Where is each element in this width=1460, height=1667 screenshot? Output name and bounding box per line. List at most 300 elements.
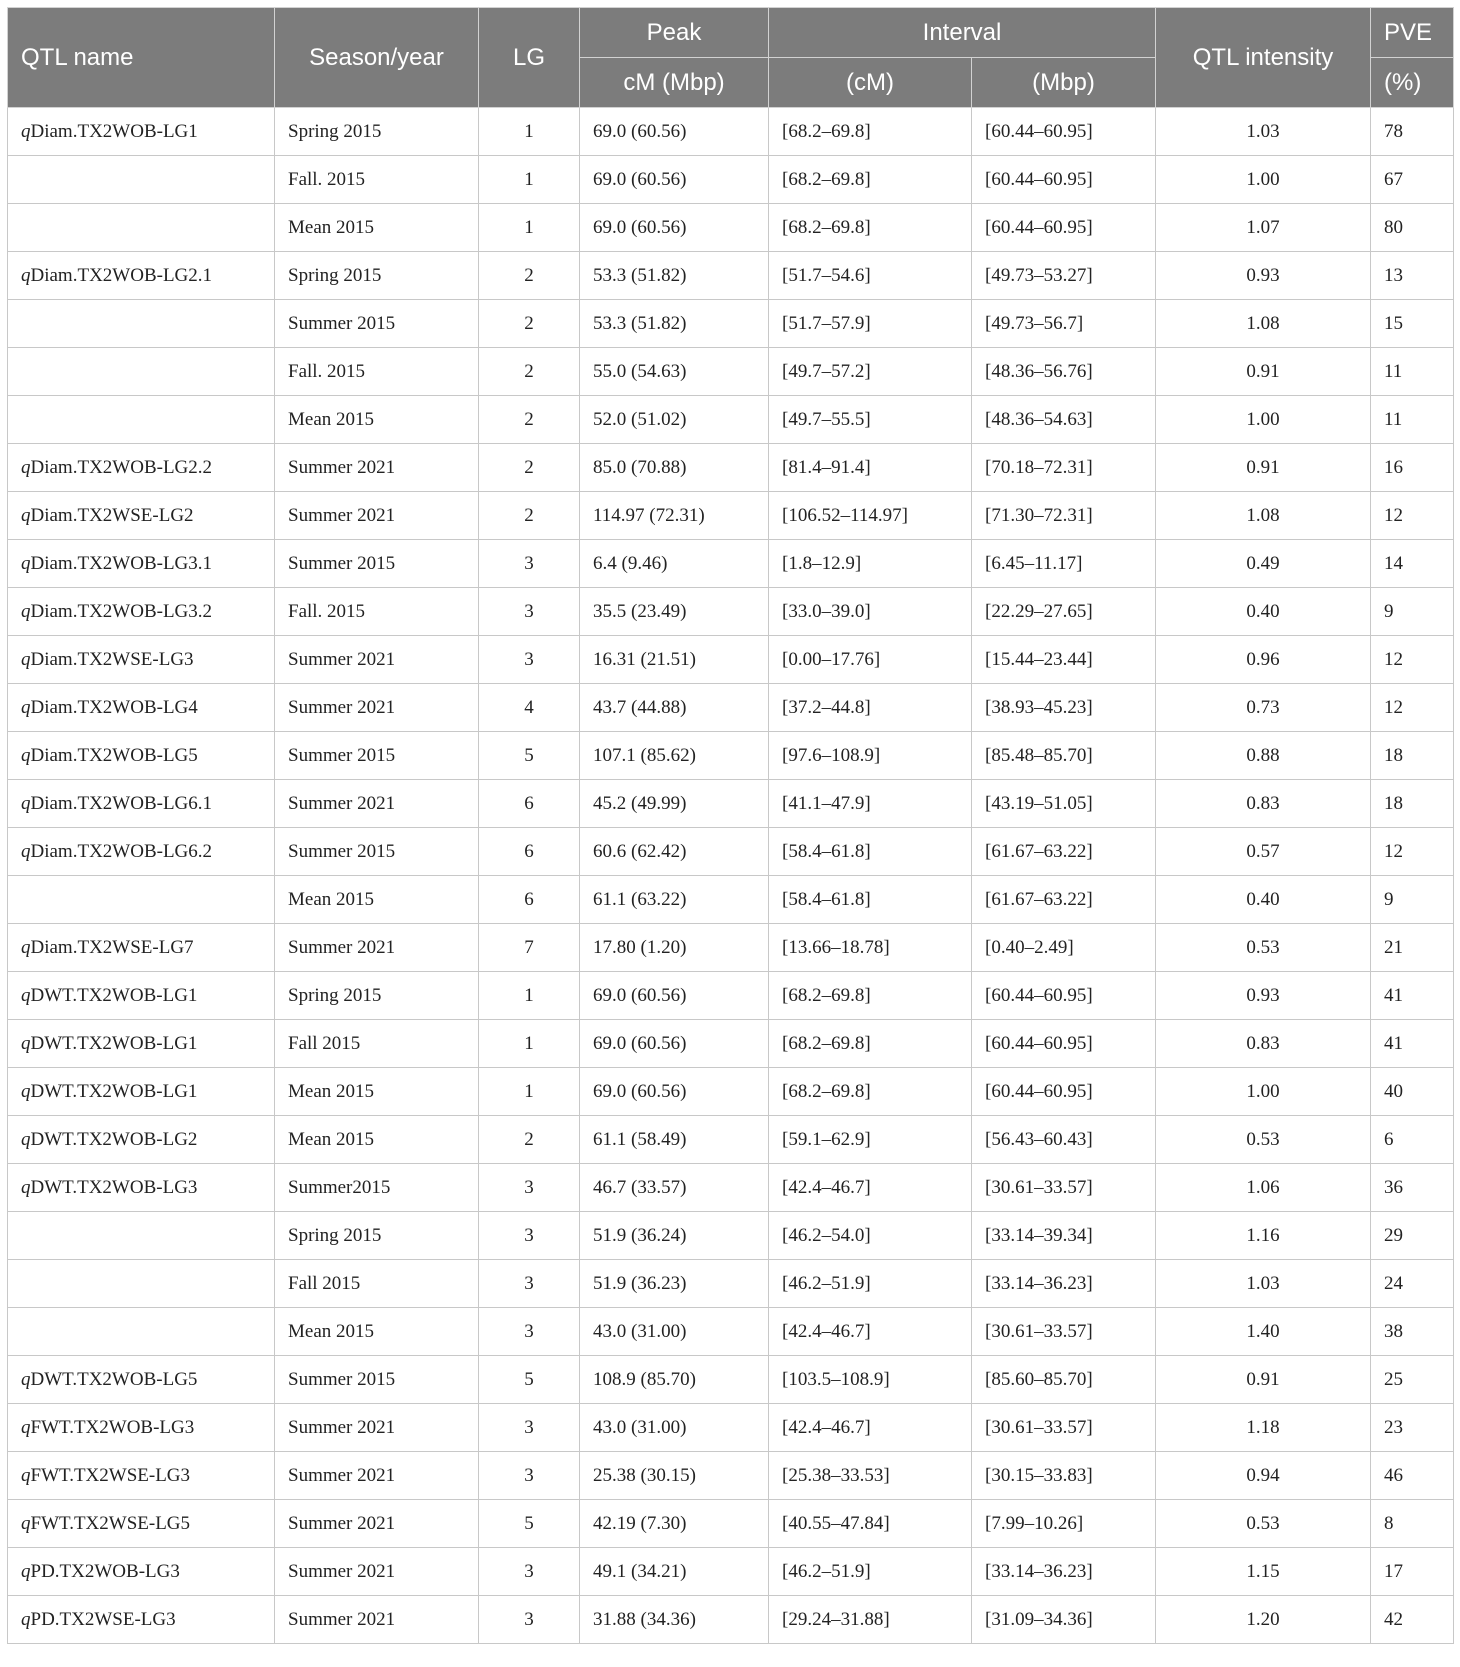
table-row: [8, 684, 1454, 732]
qtl-name-text: Diam.TX2WSE-LG2: [30, 504, 194, 526]
cell-interval-cm: [46.2–51.9]: [769, 1260, 972, 1308]
table-row: [8, 1596, 1454, 1644]
cell-interval-cm: [46.2–51.9]: [769, 1548, 972, 1596]
cell-season-year: Summer 2015: [275, 1356, 479, 1404]
cell-interval-cm: [68.2–69.8]: [769, 156, 972, 204]
qtl-name-text: DWT.TX2WOB-LG3: [30, 1176, 198, 1198]
cell-season-year: Spring 2015: [275, 252, 479, 300]
qtl-name-text: DWT.TX2WOB-LG2: [30, 1128, 198, 1150]
table-row: [8, 156, 1454, 204]
table-body: [8, 108, 1454, 1644]
cell-season-year: Fall. 2015: [275, 588, 479, 636]
cell-lg: 2: [479, 396, 580, 444]
cell-qtl-intensity: 0.53: [1156, 1500, 1371, 1548]
cell-qtl-name: [8, 1164, 275, 1212]
qtl-name-text: Diam.TX2WOB-LG6.2: [30, 840, 213, 862]
cell-qtl-intensity: 0.91: [1156, 1356, 1371, 1404]
cell-peak: 46.7 (33.57): [580, 1164, 769, 1212]
cell-peak: 51.9 (36.23): [580, 1260, 769, 1308]
cell-interval-cm: [0.00–17.76]: [769, 636, 972, 684]
cell-qtl-name: [8, 1500, 275, 1548]
cell-interval-cm: [68.2–69.8]: [769, 108, 972, 156]
cell-peak: 31.88 (34.36): [580, 1596, 769, 1644]
qtl-name-text: DWT.TX2WOB-LG1: [30, 1080, 198, 1102]
cell-qtl-name: [8, 1020, 275, 1068]
qtl-prefix: q: [21, 1080, 31, 1102]
cell-season-year: Summer 2015: [275, 300, 479, 348]
cell-peak: 6.4 (9.46): [580, 540, 769, 588]
cell-pve: 40: [1371, 1068, 1454, 1116]
cell-qtl-name: [8, 1308, 275, 1356]
cell-season-year: Spring 2015: [275, 1212, 479, 1260]
cell-qtl-intensity: 1.15: [1156, 1548, 1371, 1596]
header-interval-mbp: (Mbp): [972, 58, 1156, 108]
cell-qtl-name: [8, 1068, 275, 1116]
cell-interval-cm: [51.7–57.9]: [769, 300, 972, 348]
cell-lg: 3: [479, 1308, 580, 1356]
table-row: [8, 204, 1454, 252]
qtl-name-text: PD.TX2WOB-LG3: [30, 1560, 180, 1582]
qtl-name-text: Diam.TX2WOB-LG1: [30, 120, 198, 142]
cell-season-year: Summer 2021: [275, 1596, 479, 1644]
cell-pve: 11: [1371, 348, 1454, 396]
qtl-prefix: q: [21, 1560, 31, 1582]
cell-qtl-name: [8, 828, 275, 876]
header-peak: Peak: [580, 8, 769, 58]
table-row: [8, 108, 1454, 156]
cell-peak: 16.31 (21.51): [580, 636, 769, 684]
cell-pve: 41: [1371, 1020, 1454, 1068]
qtl-prefix: q: [21, 696, 31, 718]
cell-season-year: Summer 2021: [275, 444, 479, 492]
cell-pve: 18: [1371, 732, 1454, 780]
cell-interval-cm: [58.4–61.8]: [769, 828, 972, 876]
qtl-prefix: q: [21, 936, 31, 958]
cell-peak: 42.19 (7.30): [580, 1500, 769, 1548]
cell-lg: 1: [479, 1068, 580, 1116]
cell-interval-cm: [42.4–46.7]: [769, 1404, 972, 1452]
cell-lg: 1: [479, 972, 580, 1020]
cell-peak: 17.80 (1.20): [580, 924, 769, 972]
cell-qtl-name: [8, 156, 275, 204]
cell-lg: 2: [479, 444, 580, 492]
cell-interval-cm: [1.8–12.9]: [769, 540, 972, 588]
cell-season-year: Fall 2015: [275, 1260, 479, 1308]
cell-interval-mbp: [33.14–36.23]: [972, 1548, 1156, 1596]
cell-interval-cm: [41.1–47.9]: [769, 780, 972, 828]
qtl-prefix: q: [21, 984, 31, 1006]
table-row: [8, 876, 1454, 924]
cell-season-year: Summer 2015: [275, 732, 479, 780]
cell-peak: 49.1 (34.21): [580, 1548, 769, 1596]
cell-season-year: Summer 2021: [275, 1404, 479, 1452]
cell-peak: 69.0 (60.56): [580, 1020, 769, 1068]
cell-interval-cm: [58.4–61.8]: [769, 876, 972, 924]
cell-interval-mbp: [60.44–60.95]: [972, 204, 1156, 252]
cell-interval-mbp: [31.09–34.36]: [972, 1596, 1156, 1644]
cell-pve: 12: [1371, 828, 1454, 876]
cell-pve: 15: [1371, 300, 1454, 348]
cell-pve: 36: [1371, 1164, 1454, 1212]
cell-qtl-intensity: 1.08: [1156, 492, 1371, 540]
cell-lg: 3: [479, 540, 580, 588]
cell-season-year: Mean 2015: [275, 1068, 479, 1116]
cell-pve: 18: [1371, 780, 1454, 828]
cell-qtl-name: [8, 1596, 275, 1644]
table-row: [8, 444, 1454, 492]
qtl-prefix: q: [21, 1128, 31, 1150]
cell-pve: 46: [1371, 1452, 1454, 1500]
cell-interval-mbp: [48.36–54.63]: [972, 396, 1156, 444]
cell-qtl-intensity: 1.18: [1156, 1404, 1371, 1452]
table-row: [8, 924, 1454, 972]
cell-interval-cm: [81.4–91.4]: [769, 444, 972, 492]
qtl-name-text: DWT.TX2WOB-LG1: [30, 984, 198, 1006]
cell-qtl-name: [8, 444, 275, 492]
cell-interval-mbp: [22.29–27.65]: [972, 588, 1156, 636]
cell-peak: 43.0 (31.00): [580, 1308, 769, 1356]
cell-interval-cm: [68.2–69.8]: [769, 1068, 972, 1116]
cell-interval-mbp: [30.61–33.57]: [972, 1404, 1156, 1452]
header-pve-unit: (%): [1371, 58, 1454, 108]
cell-qtl-name: [8, 1260, 275, 1308]
cell-lg: 6: [479, 780, 580, 828]
qtl-prefix: q: [21, 600, 31, 622]
cell-interval-cm: [25.38–33.53]: [769, 1452, 972, 1500]
cell-interval-mbp: [0.40–2.49]: [972, 924, 1156, 972]
cell-interval-mbp: [60.44–60.95]: [972, 156, 1156, 204]
cell-interval-cm: [33.0–39.0]: [769, 588, 972, 636]
cell-qtl-intensity: 0.73: [1156, 684, 1371, 732]
qtl-name-text: Diam.TX2WOB-LG6.1: [30, 792, 213, 814]
cell-interval-mbp: [7.99–10.26]: [972, 1500, 1156, 1548]
cell-interval-mbp: [60.44–60.95]: [972, 1020, 1156, 1068]
cell-season-year: Mean 2015: [275, 1308, 479, 1356]
qtl-prefix: q: [21, 456, 31, 478]
cell-pve: 25: [1371, 1356, 1454, 1404]
cell-qtl-name: [8, 780, 275, 828]
qtl-name-text: DWT.TX2WOB-LG1: [30, 1032, 198, 1054]
qtl-prefix: q: [21, 264, 31, 286]
qtl-name-text: FWT.TX2WSE-LG5: [30, 1512, 191, 1534]
table-row: [8, 1260, 1454, 1308]
cell-pve: 13: [1371, 252, 1454, 300]
cell-interval-cm: [42.4–46.7]: [769, 1308, 972, 1356]
cell-qtl-intensity: 1.06: [1156, 1164, 1371, 1212]
cell-peak: 114.97 (72.31): [580, 492, 769, 540]
cell-interval-cm: [106.52–114.97]: [769, 492, 972, 540]
cell-peak: 45.2 (49.99): [580, 780, 769, 828]
cell-qtl-intensity: 0.94: [1156, 1452, 1371, 1500]
table-row: [8, 396, 1454, 444]
cell-interval-mbp: [30.15–33.83]: [972, 1452, 1156, 1500]
table-row: [8, 780, 1454, 828]
cell-interval-cm: [29.24–31.88]: [769, 1596, 972, 1644]
cell-season-year: Mean 2015: [275, 204, 479, 252]
cell-qtl-intensity: 1.16: [1156, 1212, 1371, 1260]
cell-interval-mbp: [33.14–36.23]: [972, 1260, 1156, 1308]
cell-peak: 55.0 (54.63): [580, 348, 769, 396]
cell-qtl-intensity: 1.00: [1156, 156, 1371, 204]
cell-peak: 108.9 (85.70): [580, 1356, 769, 1404]
table-row: [8, 300, 1454, 348]
qtl-name-text: Diam.TX2WSE-LG7: [30, 936, 194, 958]
table-row: [8, 492, 1454, 540]
cell-qtl-name: [8, 924, 275, 972]
cell-peak: 69.0 (60.56): [580, 1068, 769, 1116]
cell-interval-mbp: [48.36–56.76]: [972, 348, 1156, 396]
cell-lg: 3: [479, 1260, 580, 1308]
cell-interval-cm: [42.4–46.7]: [769, 1164, 972, 1212]
table-row: [8, 540, 1454, 588]
cell-lg: 3: [479, 1164, 580, 1212]
qtl-name-text: Diam.TX2WOB-LG3.2: [30, 600, 213, 622]
cell-interval-cm: [68.2–69.8]: [769, 204, 972, 252]
qtl-name-text: FWT.TX2WOB-LG3: [30, 1416, 195, 1438]
cell-qtl-intensity: 0.49: [1156, 540, 1371, 588]
cell-season-year: Summer 2021: [275, 684, 479, 732]
cell-season-year: Summer 2021: [275, 1548, 479, 1596]
cell-pve: 12: [1371, 684, 1454, 732]
cell-lg: 2: [479, 252, 580, 300]
cell-interval-cm: [49.7–55.5]: [769, 396, 972, 444]
cell-season-year: Mean 2015: [275, 396, 479, 444]
cell-interval-mbp: [56.43–60.43]: [972, 1116, 1156, 1164]
cell-qtl-intensity: 1.00: [1156, 396, 1371, 444]
cell-qtl-name: [8, 1452, 275, 1500]
cell-qtl-intensity: 0.57: [1156, 828, 1371, 876]
header-peak-sub: cM (Mbp): [580, 58, 769, 108]
cell-qtl-name: [8, 636, 275, 684]
table-row: [8, 1068, 1454, 1116]
cell-qtl-name: [8, 492, 275, 540]
cell-pve: 11: [1371, 396, 1454, 444]
cell-qtl-intensity: 0.83: [1156, 780, 1371, 828]
cell-season-year: Summer 2021: [275, 780, 479, 828]
cell-season-year: Summer 2021: [275, 924, 479, 972]
cell-lg: 6: [479, 828, 580, 876]
qtl-prefix: q: [21, 504, 31, 526]
cell-season-year: Fall. 2015: [275, 348, 479, 396]
cell-interval-cm: [68.2–69.8]: [769, 972, 972, 1020]
cell-pve: 24: [1371, 1260, 1454, 1308]
table-row: [8, 972, 1454, 1020]
cell-qtl-name: [8, 348, 275, 396]
cell-lg: 2: [479, 300, 580, 348]
cell-lg: 3: [479, 1212, 580, 1260]
cell-qtl-intensity: 0.88: [1156, 732, 1371, 780]
cell-qtl-intensity: 1.20: [1156, 1596, 1371, 1644]
cell-qtl-intensity: 1.00: [1156, 1068, 1371, 1116]
table-row: [8, 348, 1454, 396]
cell-pve: 23: [1371, 1404, 1454, 1452]
cell-qtl-intensity: 0.53: [1156, 1116, 1371, 1164]
qtl-prefix: q: [21, 792, 31, 814]
cell-interval-mbp: [33.14–39.34]: [972, 1212, 1156, 1260]
cell-pve: 9: [1371, 876, 1454, 924]
cell-interval-mbp: [85.48–85.70]: [972, 732, 1156, 780]
qtl-prefix: q: [21, 1512, 31, 1534]
cell-qtl-name: [8, 300, 275, 348]
table-row: [8, 1308, 1454, 1356]
cell-interval-mbp: [60.44–60.95]: [972, 972, 1156, 1020]
cell-pve: 16: [1371, 444, 1454, 492]
qtl-name-text: Diam.TX2WOB-LG2.2: [30, 456, 213, 478]
qtl-prefix: q: [21, 648, 31, 670]
cell-qtl-intensity: 0.40: [1156, 588, 1371, 636]
cell-qtl-name: [8, 252, 275, 300]
cell-lg: 1: [479, 156, 580, 204]
header-qtl-intensity: QTL intensity: [1156, 8, 1371, 108]
cell-lg: 7: [479, 924, 580, 972]
cell-lg: 3: [479, 588, 580, 636]
cell-season-year: Fall. 2015: [275, 156, 479, 204]
cell-qtl-name: [8, 108, 275, 156]
cell-lg: 4: [479, 684, 580, 732]
cell-pve: 41: [1371, 972, 1454, 1020]
cell-peak: 69.0 (60.56): [580, 156, 769, 204]
cell-lg: 1: [479, 204, 580, 252]
cell-qtl-name: [8, 972, 275, 1020]
table-row: [8, 732, 1454, 780]
cell-qtl-intensity: 0.40: [1156, 876, 1371, 924]
qtl-name-text: Diam.TX2WOB-LG2.1: [30, 264, 213, 286]
cell-interval-cm: [40.55–47.84]: [769, 1500, 972, 1548]
cell-lg: 1: [479, 1020, 580, 1068]
cell-interval-mbp: [60.44–60.95]: [972, 108, 1156, 156]
cell-qtl-name: [8, 540, 275, 588]
cell-interval-mbp: [30.61–33.57]: [972, 1308, 1156, 1356]
cell-peak: 69.0 (60.56): [580, 204, 769, 252]
table-row: [8, 1164, 1454, 1212]
qtl-name-text: Diam.TX2WOB-LG3.1: [30, 552, 213, 574]
cell-interval-mbp: [30.61–33.57]: [972, 1164, 1156, 1212]
cell-pve: 78: [1371, 108, 1454, 156]
cell-peak: 107.1 (85.62): [580, 732, 769, 780]
table-row: [8, 1500, 1454, 1548]
cell-qtl-intensity: 0.93: [1156, 252, 1371, 300]
table-row: [8, 828, 1454, 876]
qtl-prefix: q: [21, 1368, 31, 1390]
cell-peak: 43.0 (31.00): [580, 1404, 769, 1452]
header-season-year: Season/year: [275, 8, 479, 108]
header-pve: PVE: [1371, 8, 1454, 58]
qtl-name-text: DWT.TX2WOB-LG5: [30, 1368, 198, 1390]
cell-qtl-intensity: 0.53: [1156, 924, 1371, 972]
cell-interval-mbp: [61.67–63.22]: [972, 876, 1156, 924]
cell-qtl-intensity: 1.08: [1156, 300, 1371, 348]
cell-season-year: Mean 2015: [275, 1116, 479, 1164]
cell-lg: 5: [479, 732, 580, 780]
qtl-prefix: q: [21, 552, 31, 574]
cell-peak: 43.7 (44.88): [580, 684, 769, 732]
header-interval: Interval: [769, 8, 1156, 58]
cell-lg: 2: [479, 492, 580, 540]
cell-pve: 6: [1371, 1116, 1454, 1164]
cell-peak: 69.0 (60.56): [580, 108, 769, 156]
cell-season-year: Spring 2015: [275, 972, 479, 1020]
cell-interval-mbp: [49.73–56.7]: [972, 300, 1156, 348]
cell-peak: 53.3 (51.82): [580, 252, 769, 300]
qtl-prefix: q: [21, 1176, 31, 1198]
cell-pve: 21: [1371, 924, 1454, 972]
cell-qtl-intensity: 1.03: [1156, 1260, 1371, 1308]
table-row: [8, 636, 1454, 684]
cell-peak: 61.1 (63.22): [580, 876, 769, 924]
table-row: [8, 1020, 1454, 1068]
qtl-name-text: Diam.TX2WOB-LG4: [30, 696, 198, 718]
cell-interval-mbp: [15.44–23.44]: [972, 636, 1156, 684]
cell-interval-mbp: [6.45–11.17]: [972, 540, 1156, 588]
cell-interval-cm: [51.7–54.6]: [769, 252, 972, 300]
cell-pve: 38: [1371, 1308, 1454, 1356]
cell-interval-mbp: [85.60–85.70]: [972, 1356, 1156, 1404]
cell-pve: 12: [1371, 636, 1454, 684]
cell-pve: 14: [1371, 540, 1454, 588]
cell-season-year: Summer 2021: [275, 1452, 479, 1500]
cell-qtl-name: [8, 1212, 275, 1260]
cell-lg: 5: [479, 1356, 580, 1404]
cell-peak: 51.9 (36.24): [580, 1212, 769, 1260]
cell-peak: 52.0 (51.02): [580, 396, 769, 444]
cell-qtl-intensity: 0.93: [1156, 972, 1371, 1020]
cell-lg: 3: [479, 1548, 580, 1596]
cell-lg: 3: [479, 1596, 580, 1644]
cell-lg: 2: [479, 348, 580, 396]
qtl-name-text: Diam.TX2WSE-LG3: [30, 648, 194, 670]
cell-pve: 8: [1371, 1500, 1454, 1548]
cell-lg: 3: [479, 636, 580, 684]
cell-peak: 53.3 (51.82): [580, 300, 769, 348]
cell-interval-cm: [13.66–18.78]: [769, 924, 972, 972]
qtl-name-text: Diam.TX2WOB-LG5: [30, 744, 198, 766]
cell-lg: 1: [479, 108, 580, 156]
cell-pve: 29: [1371, 1212, 1454, 1260]
cell-interval-cm: [97.6–108.9]: [769, 732, 972, 780]
cell-interval-cm: [49.7–57.2]: [769, 348, 972, 396]
cell-qtl-name: [8, 204, 275, 252]
cell-qtl-name: [8, 684, 275, 732]
cell-season-year: Summer 2021: [275, 1500, 479, 1548]
cell-pve: 17: [1371, 1548, 1454, 1596]
cell-interval-cm: [46.2–54.0]: [769, 1212, 972, 1260]
cell-season-year: Spring 2015: [275, 108, 479, 156]
qtl-prefix: q: [21, 1464, 31, 1486]
cell-interval-cm: [68.2–69.8]: [769, 1020, 972, 1068]
cell-peak: 85.0 (70.88): [580, 444, 769, 492]
qtl-prefix: q: [21, 840, 31, 862]
cell-peak: 69.0 (60.56): [580, 972, 769, 1020]
qtl-prefix: q: [21, 744, 31, 766]
cell-pve: 42: [1371, 1596, 1454, 1644]
cell-qtl-intensity: 0.96: [1156, 636, 1371, 684]
qtl-table: [7, 7, 1454, 1644]
cell-qtl-name: [8, 876, 275, 924]
cell-lg: 5: [479, 1500, 580, 1548]
qtl-prefix: q: [21, 1032, 31, 1054]
table-row: [8, 252, 1454, 300]
cell-peak: 25.38 (30.15): [580, 1452, 769, 1500]
cell-qtl-name: [8, 1404, 275, 1452]
cell-lg: 3: [479, 1452, 580, 1500]
cell-lg: 2: [479, 1116, 580, 1164]
qtl-name-text: FWT.TX2WSE-LG3: [30, 1464, 191, 1486]
qtl-prefix: q: [21, 120, 31, 142]
cell-interval-cm: [103.5–108.9]: [769, 1356, 972, 1404]
cell-qtl-intensity: 1.40: [1156, 1308, 1371, 1356]
cell-qtl-name: [8, 1356, 275, 1404]
qtl-prefix: q: [21, 1416, 31, 1438]
